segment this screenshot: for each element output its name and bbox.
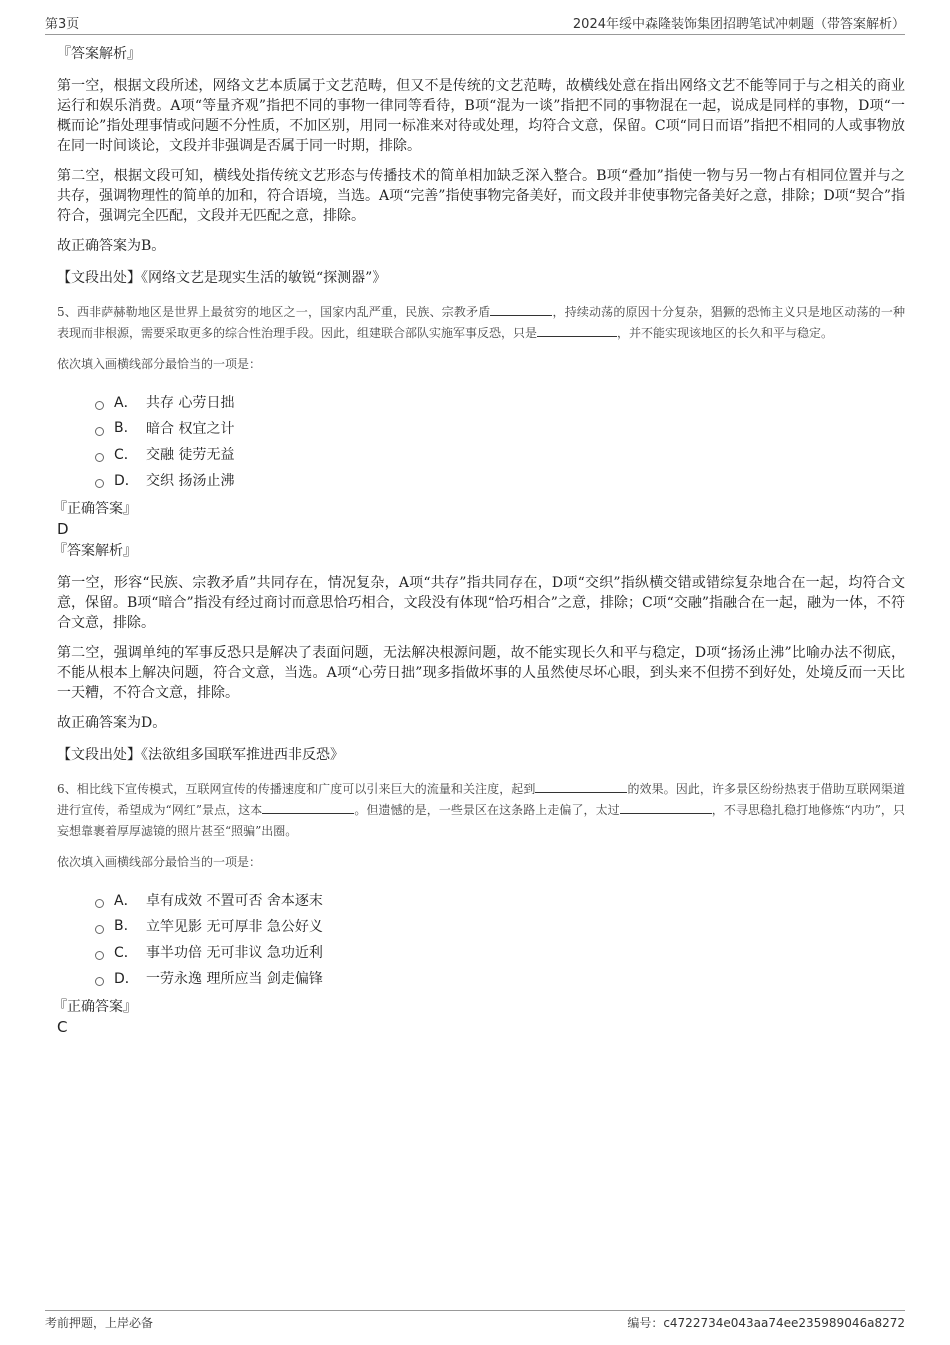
page-footer xyxy=(45,1310,905,1334)
q6-blank-1 xyxy=(535,780,627,793)
radio-icon[interactable] xyxy=(95,453,104,462)
radio-icon[interactable] xyxy=(95,899,104,908)
radio-icon[interactable] xyxy=(95,925,104,934)
q5-blank-2 xyxy=(537,324,617,337)
q5-source: 【文段出处】《法欲组多国联军推进西非反恐》 xyxy=(57,747,344,763)
q5-stem: 5、西非萨赫勒地区是世界上最贫穷的地区之一，国家内乱严重，民族、宗教矛盾 ，持续动荡的原因十分复杂，猖獗的恐怖主义只是地区动荡的一种表现而非根源，需要采取更多的综合性治理手段。因此，组建联合部队实施军事反恐，只是 ，并不能实现该地区的长久和平与稳定。 xyxy=(57,305,905,340)
q4-analysis-p1: 第一空，根据文段所述，网络文艺本质属于文艺范畴，但又不是传统的文艺范畴，故横线处意在指出网络文艺不能等同于与之相关的商业运行和娱乐消费。A项“等量齐观”指把不同的事物一律同等看待，B项“混为一谈”指把不同的事物混在一起，说成是同样的事物，D项“一概而论”指处理事情或问题不分性质，不加区别，用同一标准来对待或处理，均符合文意，保留。C项“同日而语”指把不相同的人或事物放在同一时间谈论，文段并非强调是否属于同一时期，排除。 xyxy=(57,78,905,154)
q5-correct-label: 『正确答案』 xyxy=(53,501,137,517)
radio-icon[interactable] xyxy=(95,951,104,960)
q5-analysis-p1: 第一空，形容“民族、宗教矛盾”共同存在，情况复杂，A项“共存”指共同存在，D项“交织”指纵横交错或错综复杂地合在一起，均符合文意，保留。B项“暗合”指没有经过商讨而意思恰巧相合，文段没有体现“恰巧相合”之意，排除；C项“交融”指融合在一起，融为一体，不符合文意，排除。 xyxy=(57,575,905,631)
q6-prompt: 依次填入画横线部分最恰当的一项是： xyxy=(57,855,262,869)
q5-analysis-label: 『答案解析』 xyxy=(53,543,137,559)
page-number: 第3页 xyxy=(45,17,80,32)
q6-blank-3 xyxy=(620,801,712,814)
q5-analysis-p2: 第二空，强调单纯的军事反恐只是解决了表面问题，无法解决根源问题，故不能实现长久和平与稳定，D项“扬汤止沸”比喻办法不彻底，不能从根本上解决问题，符合文意，当选。A项“心劳日拙”现多指做坏事的人虽然使尽坏心眼，到头来不但捞不到好处，处境反而一天比一天糟，不符合文意，排除。 xyxy=(57,645,905,701)
q5-correct-answer: D xyxy=(57,520,69,538)
q6-options xyxy=(95,887,905,991)
q4-analysis-p2: 第二空，根据文段可知，横线处指传统文艺形态与传播技术的简单相加缺乏深入整合。B项“叠加”指使一物与另一物占有相同位置并与之共存，强调物理性的简单的加和，符合语境，当选。A项“完善”指使事物完备美好，而文段并非使事物完备美好之意，排除；D项“契合”指符合，强调完全匹配，文段并无匹配之意，排除。 xyxy=(57,168,905,224)
radio-icon[interactable] xyxy=(95,401,104,410)
q6-option-b[interactable]: B. 立竿见影 无可厚非 急公好义 xyxy=(95,913,905,939)
q5-option-b[interactable]: B. 暗合 权宜之计 xyxy=(95,415,905,441)
page-content xyxy=(53,44,905,1037)
radio-icon[interactable] xyxy=(95,427,104,436)
q6-option-a[interactable]: A． 卓有成效 不置可否 舍本逐末 xyxy=(95,887,905,913)
q5-prompt: 依次填入画横线部分最恰当的一项是： xyxy=(57,357,262,371)
q6-blank-2 xyxy=(262,801,354,814)
q6-option-d[interactable]: D． 一劳永逸 理所应当 剑走偏锋 xyxy=(95,965,905,991)
q6-correct-answer: C xyxy=(57,1018,68,1036)
q4-analysis-label: 『答案解析』 xyxy=(57,46,141,62)
radio-icon[interactable] xyxy=(95,977,104,986)
footer-slogan: 考前押题，上岸必备 xyxy=(45,1316,154,1330)
q4-answer-line: 故正确答案为B。 xyxy=(57,238,166,254)
document-id: 编号：c4722734e043aa74ee235989046a8272 xyxy=(627,1316,905,1330)
document-title: 2024年绥中森隆装饰集团招聘笔试冲刺题（带答案解析） xyxy=(572,17,905,32)
q6-option-c[interactable]: C． 事半功倍 无可非议 急功近利 xyxy=(95,939,905,965)
page-header xyxy=(45,12,905,35)
q5-blank-1 xyxy=(490,303,552,316)
q5-option-a[interactable]: A． 共存 心劳日拙 xyxy=(95,389,905,415)
q5-option-c[interactable]: C． 交融 徒劳无益 xyxy=(95,441,905,467)
radio-icon[interactable] xyxy=(95,479,104,488)
q5-options xyxy=(95,389,905,493)
q5-option-d[interactable]: D． 交织 扬汤止沸 xyxy=(95,467,905,493)
q4-source: 【文段出处】《网络文艺是现实生活的敏锐“探测器”》 xyxy=(57,270,387,286)
q5-answer-line: 故正确答案为D。 xyxy=(57,715,167,731)
q6-correct-label: 『正确答案』 xyxy=(53,999,137,1015)
q6-stem: 6、相比线下宣传模式，互联网宣传的传播速度和广度可以引来巨大的流量和关注度，起到 的效果。因此，许多景区纷纷热衷于借助互联网渠道进行宣传，希望成为“网红”景点，这本 。但遗憾的是，一些景区在这条路上走偏了，太过 ，不寻思稳扎稳打地修炼“内功”，只妄想靠裹着厚厚滤镜的照片甚至“照骗”出圈。 xyxy=(57,782,905,838)
